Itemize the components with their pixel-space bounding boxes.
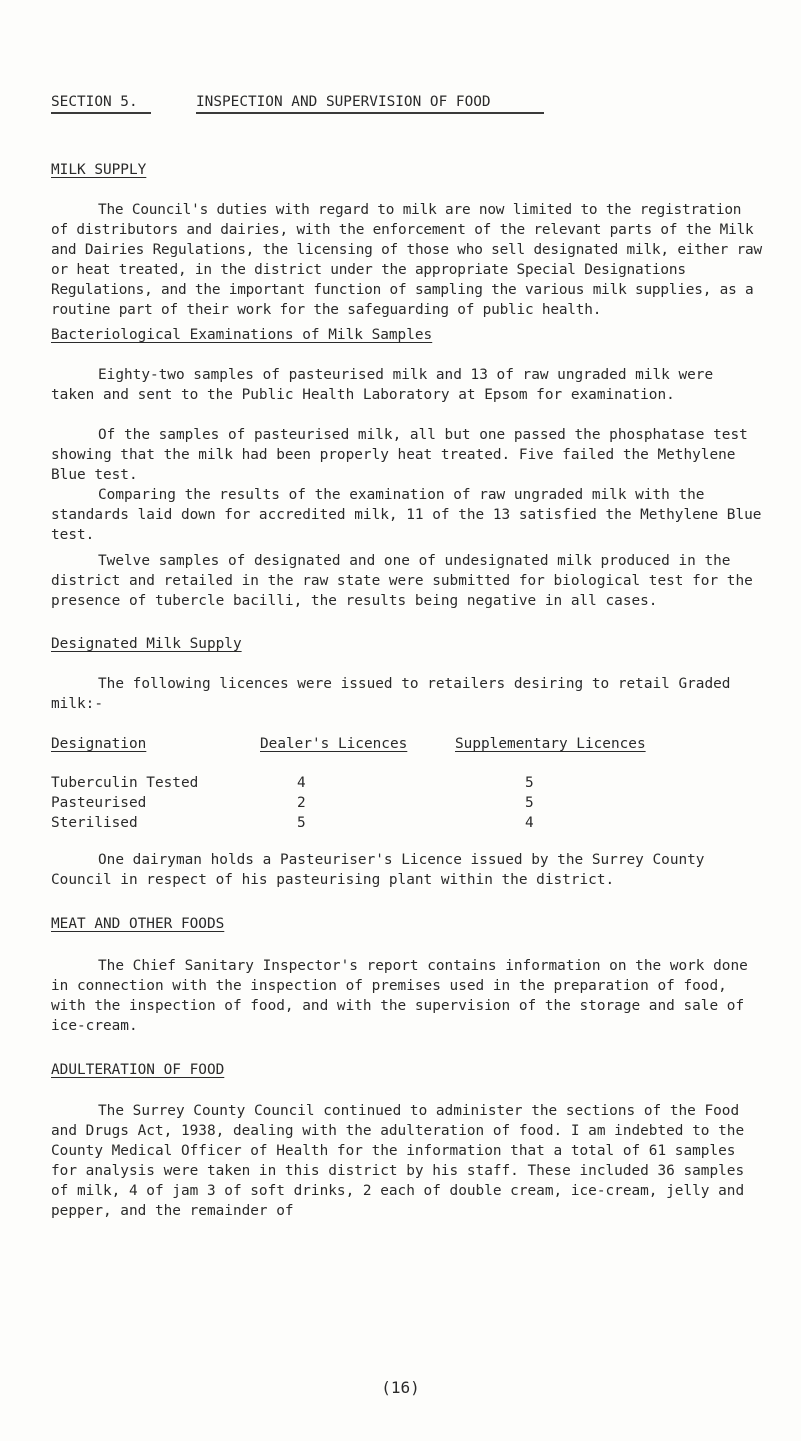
bacteriological-p1: Eighty-two samples of pasteurised milk and 13 of raw ungraded milk were taken and sent to the Public Health Laboratory at Epsom for examination.: [51, 367, 714, 403]
table-row-3-dealers: 5: [297, 815, 306, 831]
table-row-2-designation: Pasteurised: [51, 795, 147, 811]
bacteriological-p2: Of the samples of pasteurised milk, all but one passed the phosphatase test showing that the milk had been properly heat treated. Five failed the Methylene Blue test.: [51, 427, 748, 483]
bacteriological-heading: Bacteriological Examinations of Milk Samples: [51, 327, 433, 343]
section-label: [51, 92, 138, 112]
table-row-1-supplementary: 5: [525, 775, 534, 791]
adulteration-heading: ADULTERATION OF FOOD: [51, 1062, 225, 1078]
table-row-3-supplementary: 4: [525, 815, 534, 831]
table-header-designation: Designation: [51, 736, 147, 752]
table-header-dealers: Dealer's Licences: [260, 736, 408, 752]
table-header-supplementary: Supplementary Licences: [455, 736, 646, 752]
meat-text: The Chief Sanitary Inspector's report contains information on the work done in connection with the inspection of premises used in the preparation of food, with the inspection of food, and with the supervision of the storage and sale of ice-cream.: [51, 958, 748, 1034]
table-row-1-dealers: 4: [297, 775, 306, 791]
milk-supply-heading: MILK SUPPLY: [51, 162, 147, 178]
milk-supply-intro: The Council's duties with regard to milk are now limited to the registration of distributors and dairies, with the enforcement of the relevant parts of the Milk and Dairies Regulations, the licensing of those who sell designated milk, either raw or heat treated, in the district under the appropriate Special Designations Regulations, and the important function of sampling the various milk supplies, as a routine part of their work for the safeguarding of public health.: [51, 202, 762, 318]
page-number: (16): [381, 1378, 420, 1397]
designated-intro: The following licences were issued to retailers desiring to retail Graded milk:-: [51, 676, 731, 712]
adulteration-text: The Surrey County Council continued to administer the sections of the Food and Drugs Act, 1938, dealing with the adulteration of food. I am indebted to the County Medical Officer of Health for the information that a total of 61 samples for analysis were taken in this district by his staff. These included 36 samples of milk, 4 of jam 3 of soft drinks, 2 each of double cream, ice-cream, jelly and pepper, and the remainder of: [51, 1103, 745, 1219]
page-title: INSPECTION AND SUPERVISION OF FOOD: [196, 94, 491, 110]
section-underline: [51, 112, 151, 114]
bacteriological-p3: Comparing the results of the examination of raw ungraded milk with the standards laid down for accredited milk, 11 of the 13 satisfied the Methylene Blue test.: [51, 487, 762, 543]
pasteuriser-note: One dairyman holds a Pasteuriser's Licence issued by the Surrey County Council in respect of his pasteurising plant within the district.: [51, 852, 705, 888]
table-row-3-designation: Sterilised: [51, 815, 138, 831]
table-row-2-dealers: 2: [297, 795, 306, 811]
bacteriological-p4: Twelve samples of designated and one of undesignated milk produced in the district and retailed in the raw state were submitted for biological test for the presence of tubercle bacilli, the results being negative in all cases.: [51, 553, 753, 609]
section-number: SECTION 5.: [51, 94, 138, 110]
meat-heading: MEAT AND OTHER FOODS: [51, 916, 225, 932]
title-underline: [196, 112, 544, 114]
table-row-2-supplementary: 5: [525, 795, 534, 811]
designated-heading: Designated Milk Supply: [51, 636, 242, 652]
table-row-1-designation: Tuberculin Tested: [51, 775, 199, 791]
